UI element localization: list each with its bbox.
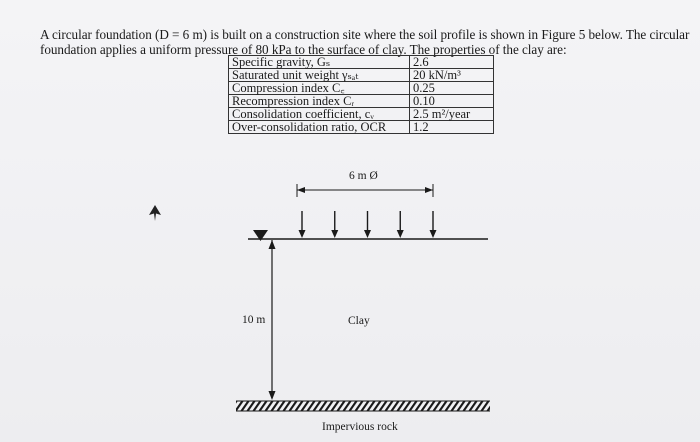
property-value: 2.6	[410, 56, 494, 69]
diameter-dimension	[297, 184, 433, 197]
uniform-load-arrows	[299, 211, 437, 238]
base-layer-label: Impervious rock	[322, 421, 398, 433]
property-label: Over-consolidation ratio, OCR	[229, 121, 410, 134]
soil-label: Clay	[348, 315, 370, 327]
property-label: Consolidation coefficient, cᵥ	[229, 108, 410, 121]
load-arrowhead	[364, 230, 371, 238]
property-value: 0.10	[410, 95, 494, 108]
depth-dimension	[269, 240, 276, 400]
impervious-rock-layer	[236, 401, 490, 411]
load-arrowhead	[331, 230, 338, 238]
property-label: Specific gravity, Gₛ	[229, 56, 410, 69]
mouse-cursor-icon	[148, 205, 162, 221]
property-value: 20 kN/m³	[410, 69, 494, 82]
load-arrowhead	[299, 230, 306, 238]
property-label: Saturated unit weight γₛₐₜ	[229, 69, 410, 82]
property-label: Recompression index Cᵣ	[229, 95, 410, 108]
problem-statement: A circular foundation (D = 6 m) is built on a construction site where the soil profile is shown in Figure 5 below. The circular foundation applies a uniform pressure of 80 kPa to the surface of clay. The properties of the clay are:	[40, 27, 690, 58]
diameter-label: 6 m Ø	[349, 170, 378, 182]
property-value: 2.5 m²/year	[410, 108, 494, 121]
load-arrowhead	[430, 230, 437, 238]
depth-label: 10 m	[242, 314, 266, 326]
property-value: 0.25	[410, 82, 494, 95]
property-label: Compression index C꜀	[229, 82, 410, 95]
load-arrowhead	[397, 230, 404, 238]
property-value: 1.2	[410, 121, 494, 134]
